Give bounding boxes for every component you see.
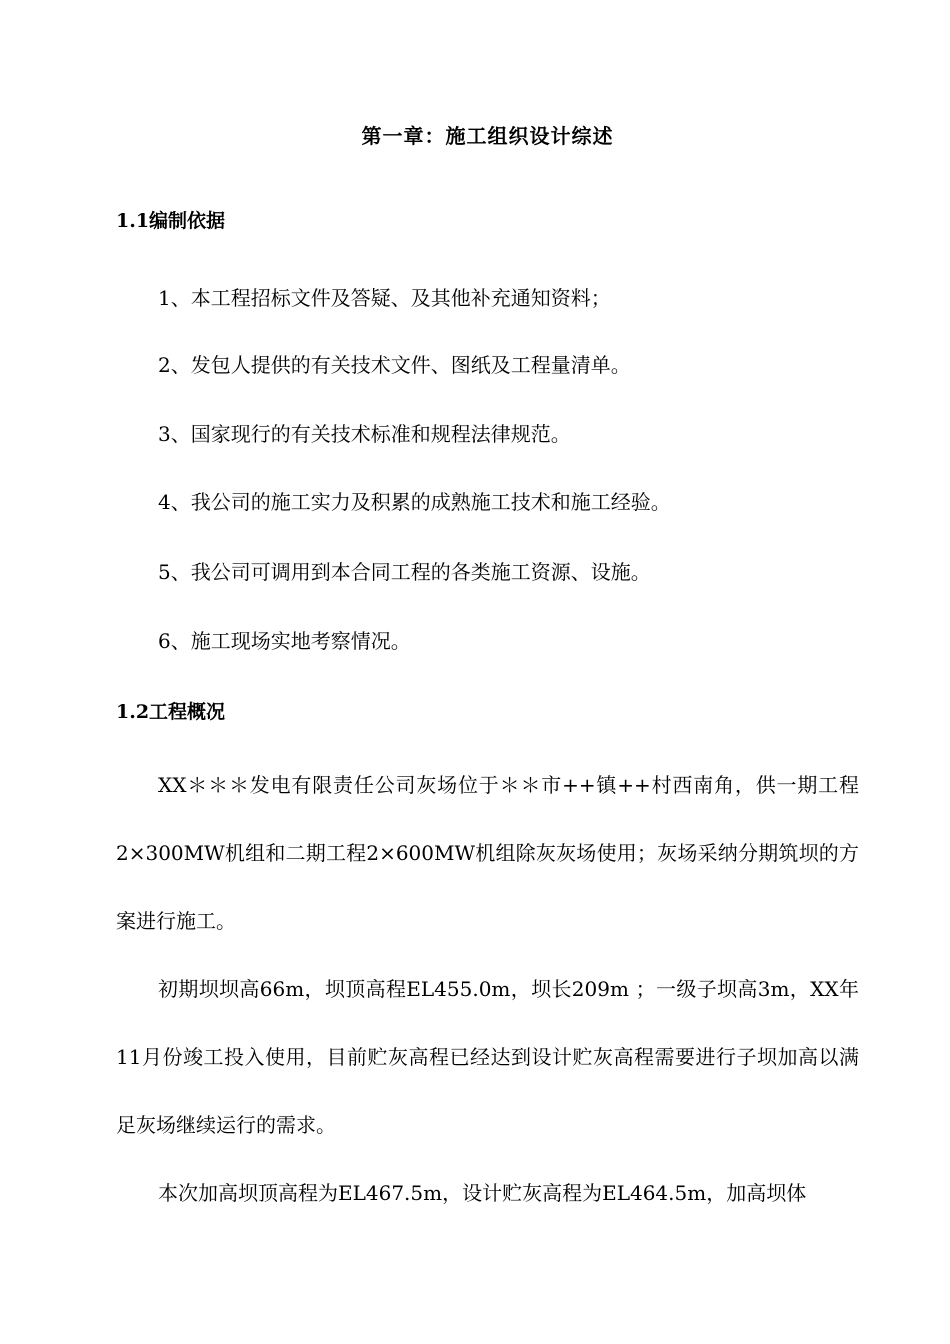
section-heading-1-1: 1.1编制依据 (116, 210, 226, 232)
section-heading-1-2: 1.2工程概况 (116, 701, 226, 723)
chapter-title: 第一章：施工组织设计综述 (361, 124, 614, 148)
basis-item-3: 3、国家现行的有关技术标准和规程法律规范。 (158, 422, 571, 446)
basis-item-4: 4、我公司的施工实力及积累的成熟施工技术和施工经验。 (158, 490, 671, 514)
basis-item-1: 1、本工程招标文件及答疑、及其他补充通知资料； (158, 286, 611, 310)
overview-paragraph-1: XX＊＊＊发电有限责任公司灰场位于＊＊市++镇++村西南角，供一期工程2×300MW机组和二期工程2×600MW机组除灰灰场使用；灰场采纳分期筑坝的方案进行施工。 (116, 773, 859, 933)
basis-item-5: 5、我公司可调用到本合同工程的各类施工资源、设施。 (158, 560, 651, 584)
overview-paragraph-3: 本次加高坝顶高程为EL467.5m，设计贮灰高程为EL464.5m，加高坝体 (158, 1181, 807, 1205)
basis-item-6: 6、施工现场实地考察情况。 (158, 629, 411, 653)
overview-paragraph-2: 初期坝坝高66m，坝顶高程EL455.0m，坝长209m ；一级子坝高3m，XX年11月份竣工投入使用，目前贮灰高程已经达到设计贮灰高程需要进行子坝加高以满足灰场继续运行的需求。 (116, 977, 859, 1137)
basis-item-2: 2、发包人提供的有关技术文件、图纸及工程量清单。 (158, 353, 631, 377)
